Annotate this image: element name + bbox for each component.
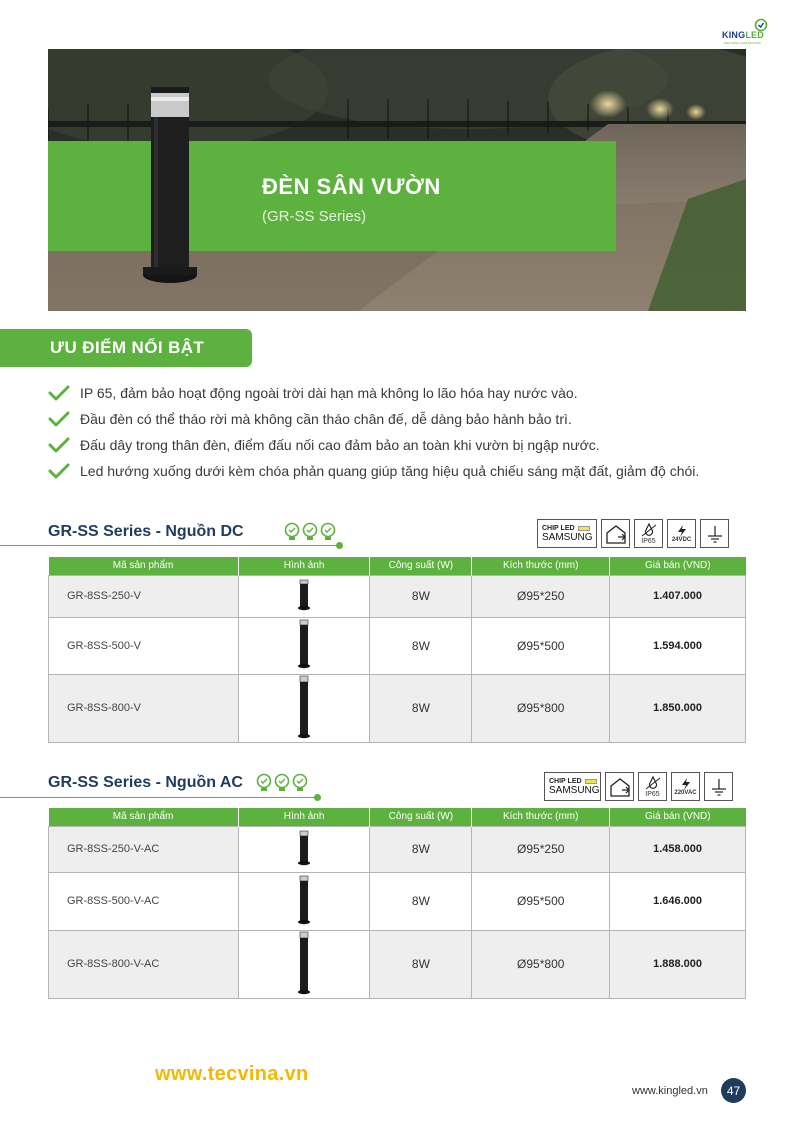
checkmark-icon [48,411,70,427]
checkmark-icon [48,437,70,453]
features-list [48,384,738,488]
eco-bulb-icon [274,773,290,793]
col-price: Giá bán (VND) [610,557,746,575]
table-row: GR-8SS-800-V-AC 8W Ø95*800 1.888.000 [49,930,746,998]
chip-led-badge: CHIP LED SAMSUNG [537,519,597,548]
features-heading: ƯU ĐIỂM NỔI BẬT [50,338,205,357]
product-image [238,575,370,617]
ip65-icon: IP65 [638,772,667,801]
product-image [238,826,370,872]
col-image: Hình ảnh [238,808,370,826]
eco-bulb-icon [320,522,336,542]
tecvina-website[interactable]: www.tecvina.vn [155,1063,309,1085]
col-image: Hình ảnh [238,557,370,575]
eco-icons-ac [256,773,308,793]
dc-products-table [48,557,746,743]
logo-word: KINGLED [722,30,764,40]
table-row: GR-8SS-800-V 8W Ø95*800 1.850.000 [49,674,746,742]
features-heading-bar [0,329,252,367]
table-row: GR-8SS-250-V 8W Ø95*250 1.407.000 [49,575,746,617]
ground-icon [700,519,729,548]
table-row: GR-8SS-500-V-AC 8W Ø95*500 1.646.000 [49,872,746,930]
product-image [238,674,370,742]
eco-bulb-icon [302,522,318,542]
bollard-lamp-icon [297,830,311,866]
voltage-icon: 220VAC [671,772,700,801]
table-header-row [49,808,746,826]
kingled-logo [722,18,778,46]
hero-title: ĐÈN SÂN VƯỜN [262,174,441,199]
ac-products-table [48,808,746,999]
logo-tagline: ÁNH SÁNG CHO MỌI NHÀ [724,41,761,45]
bollard-lamp-icon [141,85,199,289]
dc-series-title: GR-SS Series - Nguồn DC [48,523,244,540]
bollard-lamp-icon [297,619,311,669]
hero-subtitle: (GR-SS Series) [262,208,367,225]
col-code: Mã sản phẩm [49,557,239,575]
bollard-lamp-icon [297,675,311,739]
col-size: Kích thước (mm) [472,808,610,826]
table-header-row [49,557,746,575]
eco-bulb-icon [256,773,272,793]
feature-item: Đấu dây trong thân đèn, điểm đấu nối cao đảm bảo an toàn khi vườn bị ngập nước. [48,436,738,455]
checkmark-icon [48,385,70,401]
feature-item: Led hướng xuống dưới kèm chóa phản quang giúp tăng hiệu quả chiếu sáng mặt đất, giảm độ chói. [48,462,738,481]
ac-title-underline [0,797,318,798]
indoor-outdoor-icon [605,772,634,801]
feature-item: IP 65, đảm bảo hoạt động ngoài trời dài hạn mà không lo lão hóa hay nước vào. [48,384,738,403]
dc-title-underline [0,545,340,546]
chip-led-badge: CHIP LED SAMSUNG [544,772,601,801]
col-price: Giá bán (VND) [610,808,746,826]
product-image [238,617,370,674]
kingled-url[interactable]: www.kingled.vn [632,1085,708,1097]
col-power: Công suất (W) [370,808,472,826]
bollard-lamp-icon [297,579,311,611]
ip65-icon: IP65 [634,519,663,548]
ground-icon [704,772,733,801]
hero-banner [48,49,746,311]
bollard-lamp-icon [297,875,311,925]
eco-bulb-icon [292,773,308,793]
product-image [238,930,370,998]
eco-bulb-icon [284,522,300,542]
indoor-outdoor-icon [601,519,630,548]
dc-spec-icons [537,519,729,548]
col-size: Kích thước (mm) [472,557,610,575]
checkmark-icon [48,463,70,479]
col-code: Mã sản phẩm [49,808,239,826]
page-number: 47 [721,1078,746,1103]
eco-icons-dc [284,522,336,542]
product-image [238,872,370,930]
table-row: GR-8SS-250-V-AC 8W Ø95*250 1.458.000 [49,826,746,872]
voltage-icon: 24VDC [667,519,696,548]
table-row: GR-8SS-500-V 8W Ø95*500 1.594.000 [49,617,746,674]
ac-spec-icons [544,772,733,801]
ac-series-title: GR-SS Series - Nguồn AC [48,774,243,791]
bollard-lamp-icon [297,931,311,995]
col-power: Công suất (W) [370,557,472,575]
feature-item: Đầu đèn có thể tháo rời mà không cần tháo chân đế, dễ dàng bảo hành bảo trì. [48,410,738,429]
